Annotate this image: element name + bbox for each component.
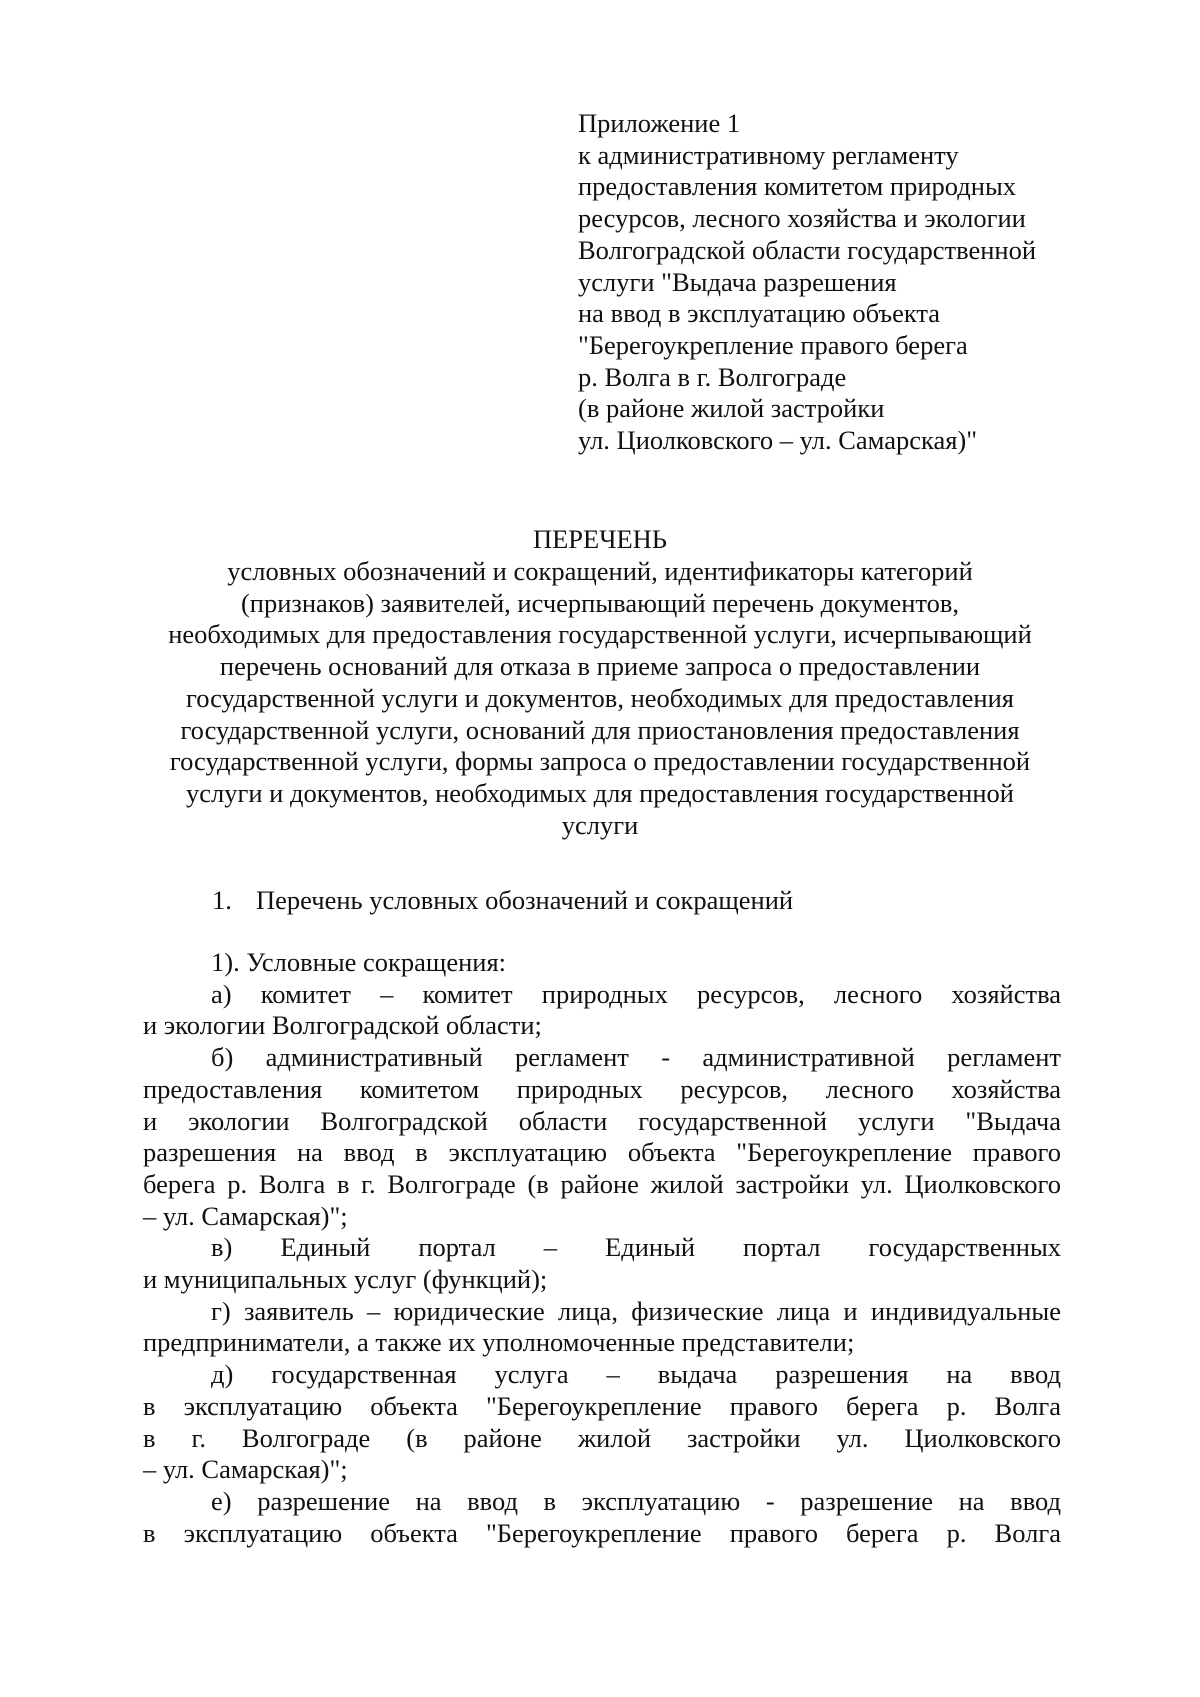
subtitle-line: необходимых для предоставления государственной услуги, исчерпывающий bbox=[168, 619, 1032, 650]
appendix-line: р. Волга в г. Волгограде bbox=[578, 361, 847, 392]
appendix-line: услуги "Выдача разрешения bbox=[578, 266, 897, 297]
appendix-line: Приложение 1 bbox=[578, 108, 741, 138]
body-line: и муниципальных услуг (функций); bbox=[143, 1264, 548, 1295]
subtitle-line: услуги и документов, необходимых для предоставления государственной bbox=[186, 777, 1014, 808]
body-line: предоставления комитетом природных ресурсов, лесного хозяйства bbox=[143, 1073, 1061, 1104]
subtitle-line: условных обозначений и сокращений, идентификаторы категорий bbox=[227, 556, 973, 586]
body-line: д) государственная услуга – выдача разрешения на ввод bbox=[211, 1359, 1061, 1390]
body-line: в эксплуатацию объекта "Берегоукрепление правого берега р. Волга bbox=[143, 1390, 1061, 1421]
section-title: Перечень условных обозначений и сокращений bbox=[256, 885, 794, 915]
subtitle-line: услуги bbox=[561, 809, 639, 840]
appendix-line: "Берегоукрепление правого берега bbox=[578, 329, 968, 360]
document-title: ПЕРЕЧЕНЬ bbox=[532, 524, 667, 554]
section-number: 1. bbox=[212, 885, 232, 915]
subtitle-line: государственной услуги, формы запроса о предоставлении государственной bbox=[169, 746, 1031, 777]
appendix-line: ул. Циолковского – ул. Самарская)" bbox=[578, 425, 978, 456]
document-subtitle bbox=[130, 556, 1070, 841]
subtitle-line: перечень оснований для отказа в приеме запроса о предоставлении bbox=[219, 651, 981, 682]
body-line: а) комитет – комитет природных ресурсов, лесного хозяйства bbox=[211, 978, 1061, 1009]
body-line: – ул. Самарская)"; bbox=[143, 1454, 348, 1485]
body-line: в эксплуатацию объекта "Берегоукрепление правого берега р. Волга bbox=[143, 1517, 1061, 1548]
appendix-line: Волгоградской области государственной bbox=[578, 234, 1037, 265]
body-line: берега р. Волга в г. Волгограде (в районе жилой застройки ул. Циолковского bbox=[143, 1168, 1061, 1199]
body-line: г) заявитель – юридические лица, физические лица и индивидуальные bbox=[211, 1295, 1061, 1326]
body-line: в) Единый портал – Единый портал государственных bbox=[211, 1232, 1061, 1263]
body-line: б) административный регламент - административной регламент bbox=[211, 1042, 1061, 1073]
body-line: предприниматели, а также их уполномоченные представители; bbox=[143, 1327, 855, 1358]
appendix-line: на ввод в эксплуатацию объекта bbox=[578, 298, 941, 329]
body-line: в г. Волгограде (в районе жилой застройки ул. Циолковского bbox=[143, 1422, 1061, 1453]
appendix-line: (в районе жилой застройки bbox=[578, 393, 885, 424]
subtitle-line: (признаков) заявителей, исчерпывающий перечень документов, bbox=[240, 587, 960, 618]
section-heading bbox=[212, 885, 793, 917]
subtitle-line: государственной услуги, оснований для приостановления предоставления bbox=[180, 714, 1020, 745]
body-line: – ул. Самарская)"; bbox=[143, 1200, 348, 1231]
appendix-header bbox=[578, 108, 1098, 457]
subtitle-line: государственной услуги и документов, необходимых для предоставления bbox=[186, 682, 1014, 713]
body-line: е) разрешение на ввод в эксплуатацию - разрешение на ввод bbox=[211, 1485, 1061, 1516]
appendix-line: к административному регламенту bbox=[578, 139, 959, 170]
body-line: разрешения на ввод в эксплуатацию объекта "Берегоукрепление правого bbox=[143, 1137, 1061, 1168]
appendix-line: предоставления комитетом природных bbox=[578, 171, 1017, 202]
body-line: и экологии Волгоградской области; bbox=[143, 1010, 542, 1041]
body-line: 1). Условные сокращения: bbox=[211, 947, 507, 977]
document-body bbox=[143, 947, 1061, 1549]
appendix-line: ресурсов, лесного хозяйства и экологии bbox=[578, 203, 1026, 234]
body-line: и экологии Волгоградской области государственной услуги "Выдача bbox=[143, 1105, 1061, 1136]
